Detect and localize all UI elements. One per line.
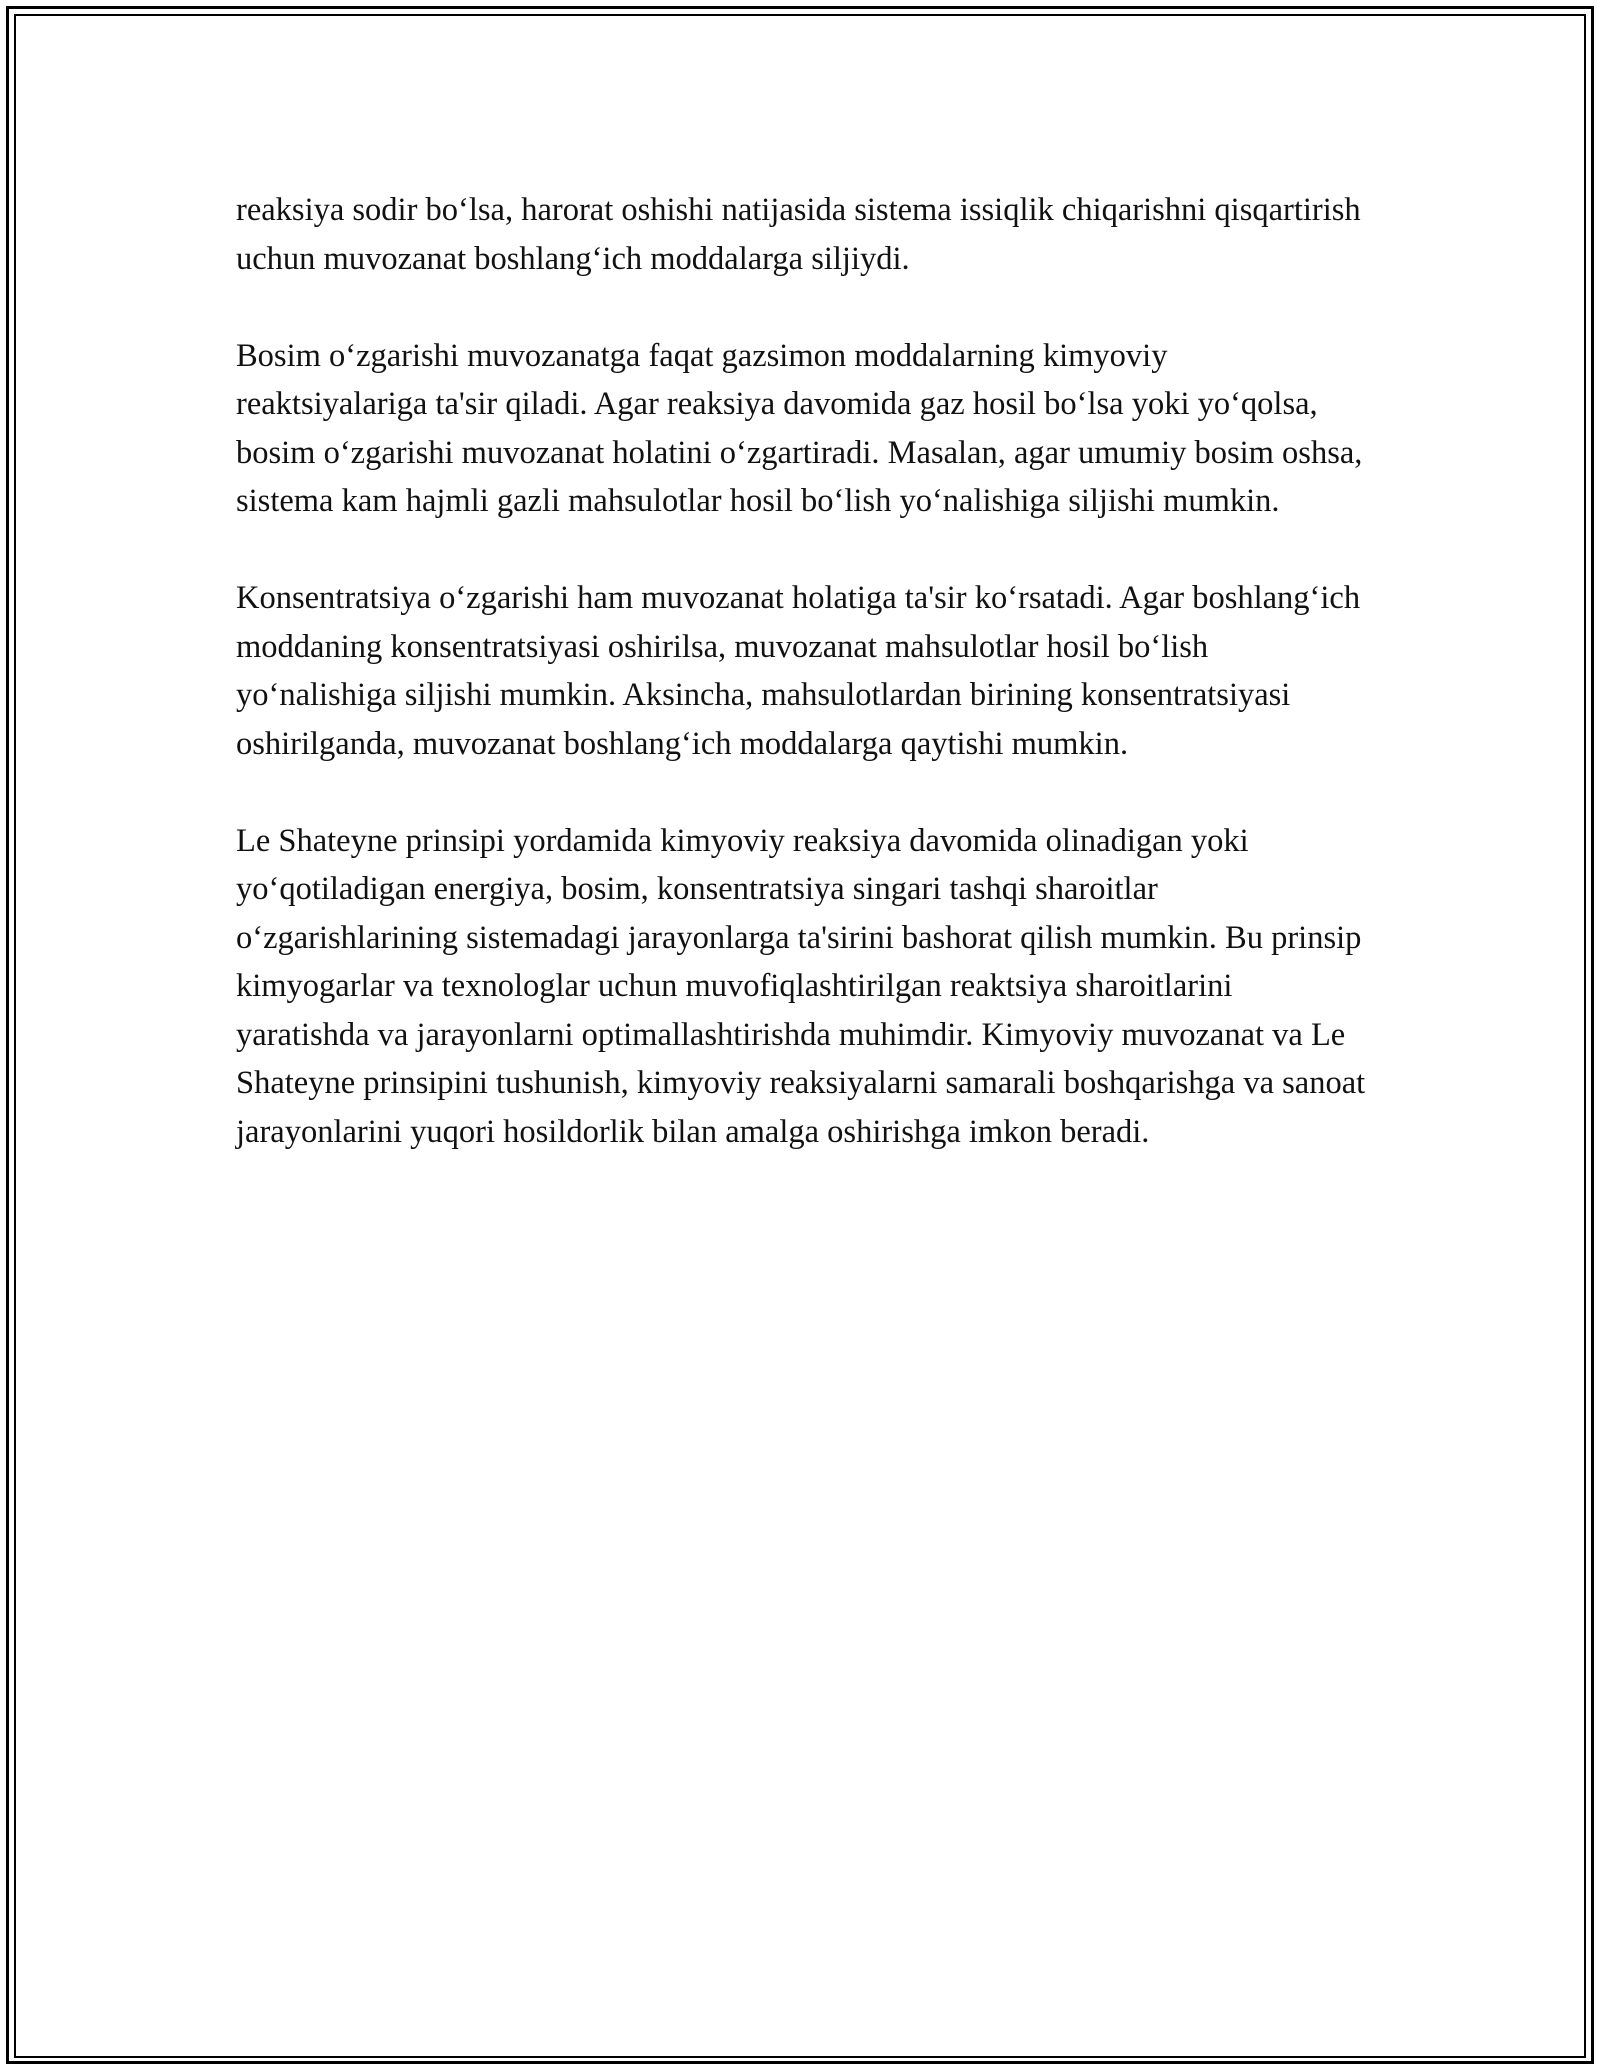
document-body [236,186,1366,1205]
paragraph: reaksiya sodir bo‘lsa, harorat oshishi natijasida sistema issiqlik chiqarishni qisqartirish uchun muvozanat boshlang‘ich moddalarga siljiydi. [236,192,1361,277]
paragraph: Le Shateyne prinsipi yordamida kimyoviy reaksiya davomida olinadigan yoki yo‘qotiladigan energiya, bosim, konsentratsiya singari tashqi sharoitlar o‘zgarishlarining sistemadagi jarayonlarga ta'sirini bashorat qilish mumkin. Bu prinsip kimyogarlar va texnologlar uchun muvofiqlashtirilgan reaktsiya sharoitlarini yaratishda va jarayonlarni optimallashtirishda muhimdir. Kimyoviy muvozanat va Le Shateyne prinsipini tushunish, kimyoviy reaksiyalarni samarali boshqarishga va sanoat jarayonlarini yuqori hosildorlik bilan amalga oshirishga imkon beradi. [236,822,1366,1150]
paragraph: Bosim o‘zgarishi muvozanatga faqat gazsimon moddalarning kimyoviy reaktsiyalariga ta'sir qiladi. Agar reaksiya davomida gaz hosil bo‘lsa yoki yo‘qolsa, bosim o‘zgarishi muvozanat holatini o‘zgartiradi. Masalan, agar umumiy bosim oshsa, sistema kam hajmli gazli mahsulotlar hosil bo‘lish yo‘nalishiga siljishi mumkin. [236,337,1363,519]
paragraph: Konsentratsiya o‘zgarishi ham muvozanat holatiga ta'sir ko‘rsatadi. Agar boshlang‘ich moddaning konsentratsiyasi oshirilsa, muvozanat mahsulotlar hosil bo‘lish yo‘nalishiga siljishi mumkin. Aksincha, mahsulotlardan birining konsentratsiyasi oshirilganda, muvozanat boshlang‘ich moddalarga qaytishi mumkin. [236,580,1361,762]
